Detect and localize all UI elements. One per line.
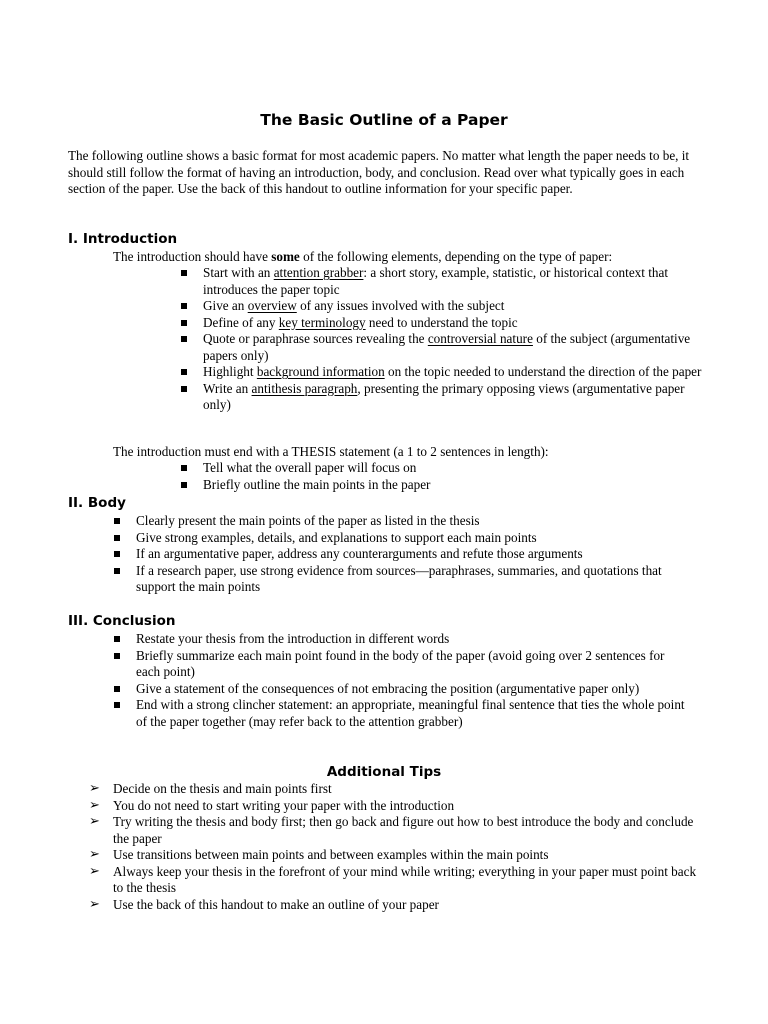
list-item-text: End with a strong clincher statement: an appropriate, meaningful final sentence that ties the whole point of the paper together (may refer back to the attention grabber) <box>136 697 685 729</box>
bullet-icon <box>114 686 120 692</box>
list-item <box>89 896 703 914</box>
document-title: The Basic Outline of a Paper <box>260 111 508 129</box>
list-item <box>89 847 703 864</box>
list-item <box>203 265 703 298</box>
list-item <box>136 697 691 730</box>
list-item-text: Clearly present the main points of the paper as listed in the thesis <box>136 513 480 528</box>
list-item <box>136 631 691 648</box>
list-item-text: Give a statement of the consequences of not embracing the position (argumentative paper only) <box>136 680 640 696</box>
list-item <box>203 460 703 477</box>
bullet-icon <box>181 386 187 392</box>
list-item-pre: Highlight <box>203 364 257 379</box>
list-item-post: of any issues involved with the subject <box>296 298 505 313</box>
thesis-list <box>203 460 703 493</box>
list-item <box>136 563 681 596</box>
bullet-icon <box>181 465 187 471</box>
list-item <box>203 298 703 315</box>
list-item-text: Always keep your thesis in the forefront of your mind while writing; everything in your paper must point back to the thesis <box>113 863 697 895</box>
arrow-bullet-icon: ➢ <box>89 797 100 813</box>
bullet-icon <box>114 568 120 574</box>
arrow-bullet-icon: ➢ <box>89 814 100 829</box>
bullet-icon <box>114 535 120 541</box>
tips-heading: Additional Tips <box>326 764 442 780</box>
bullet-icon <box>181 270 187 276</box>
list-item-text: Restate your thesis from the introduction in different words <box>136 631 450 646</box>
list-item-post: need to understand the topic <box>365 314 518 330</box>
list-item-text: Use transitions between main points and between examples within the main points <box>113 847 549 862</box>
list-item-text: Decide on the thesis and main points first <box>113 781 332 796</box>
conclusion-heading: III. Conclusion <box>68 613 176 629</box>
list-item-post: , presenting the primary opposing views (argumentative paper only) <box>203 380 685 412</box>
intro-paragraph: The following outline shows a basic format for most academic papers. No matter what length the paper needs to be, it should still follow the format of having an introduction, body, and conclusion. Read over what typically goes in each section of the paper. Use the back of this handout to outline information for your specific paper. <box>68 148 690 196</box>
list-item-pre: Write an <box>203 380 252 396</box>
list-item-text: Briefly outline the main points in the paper <box>203 476 431 492</box>
list-item-text: Briefly summarize each main point found in the body of the paper (avoid going over 2 sentences for each point) <box>136 647 665 679</box>
bullet-icon <box>181 320 187 326</box>
list-item <box>89 814 703 847</box>
list-item <box>136 648 691 681</box>
list-item-text: You do not need to start writing your paper with the introduction <box>113 797 455 813</box>
list-item-key-term: attention grabber <box>273 265 364 280</box>
list-item <box>89 797 703 815</box>
arrow-bullet-icon: ➢ <box>89 847 100 862</box>
list-item <box>89 863 703 897</box>
list-item <box>136 681 691 698</box>
list-item-post: of the subject (argumentative papers only) <box>203 331 691 363</box>
thesis-lead: The introduction must end with a THESIS statement (a 1 to 2 sentences in length): <box>113 444 549 459</box>
list-item <box>203 477 703 494</box>
list-item <box>203 364 703 381</box>
list-item <box>203 331 703 364</box>
bullet-icon <box>181 482 187 488</box>
list-item-key-term: controversial nature <box>427 331 533 346</box>
bullet-icon <box>181 303 187 309</box>
bullet-icon <box>114 636 120 642</box>
list-item-pre: Define of any <box>203 314 279 330</box>
bullet-icon <box>114 702 120 708</box>
tips-list <box>89 781 703 913</box>
bullet-icon <box>114 653 120 659</box>
bullet-icon <box>181 336 187 342</box>
introduction-lead <box>113 249 713 266</box>
arrow-bullet-icon: ➢ <box>89 781 100 796</box>
introduction-heading: I. Introduction <box>68 231 178 247</box>
introduction-lead-after: of the following elements, depending on the type of paper: <box>299 249 613 264</box>
list-item <box>203 315 703 332</box>
bullet-icon <box>181 369 187 375</box>
list-item-text: If an argumentative paper, address any counterarguments and refute those arguments <box>136 546 583 561</box>
list-item <box>136 546 681 563</box>
list-item-pre: Quote or paraphrase sources revealing the <box>203 331 428 346</box>
list-item-post: : a short story, example, statistic, or historical context that introduces the paper topic <box>203 265 669 297</box>
list-item-text: Tell what the overall paper will focus on <box>203 460 417 475</box>
arrow-bullet-icon: ➢ <box>89 896 100 912</box>
list-item-pre: Give an <box>203 298 248 313</box>
bullet-icon <box>114 551 120 557</box>
list-item-text: If a research paper, use strong evidence from sources—paraphrases, summaries, and quotations that support the main points <box>136 562 662 594</box>
list-item-text: Give strong examples, details, and explanations to support each main points <box>136 529 537 545</box>
list-item <box>203 381 703 414</box>
list-item-key-term: background information <box>256 364 385 379</box>
conclusion-list <box>136 631 691 730</box>
list-item-text: Try writing the thesis and body first; then go back and figure out how to best introduce the body and conclude the paper <box>113 814 694 846</box>
body-list <box>136 513 681 596</box>
list-item-text: Use the back of this handout to make an outline of your paper <box>113 896 439 912</box>
list-item-key-term: antithesis paragraph <box>251 380 358 396</box>
list-item-key-term: overview <box>247 298 297 313</box>
introduction-lead-before: The introduction should have <box>113 249 272 264</box>
body-heading: II. Body <box>68 495 126 511</box>
list-item <box>136 530 681 547</box>
bullet-icon <box>114 518 120 524</box>
introduction-lead-bold: some <box>271 249 300 264</box>
list-item <box>136 513 681 530</box>
list-item-pre: Start with an <box>203 265 274 280</box>
arrow-bullet-icon: ➢ <box>89 863 100 879</box>
introduction-list <box>203 265 703 414</box>
list-item <box>89 781 703 798</box>
list-item-key-term: key terminology <box>278 314 366 330</box>
list-item-post: on the topic needed to understand the direction of the paper <box>384 364 702 379</box>
